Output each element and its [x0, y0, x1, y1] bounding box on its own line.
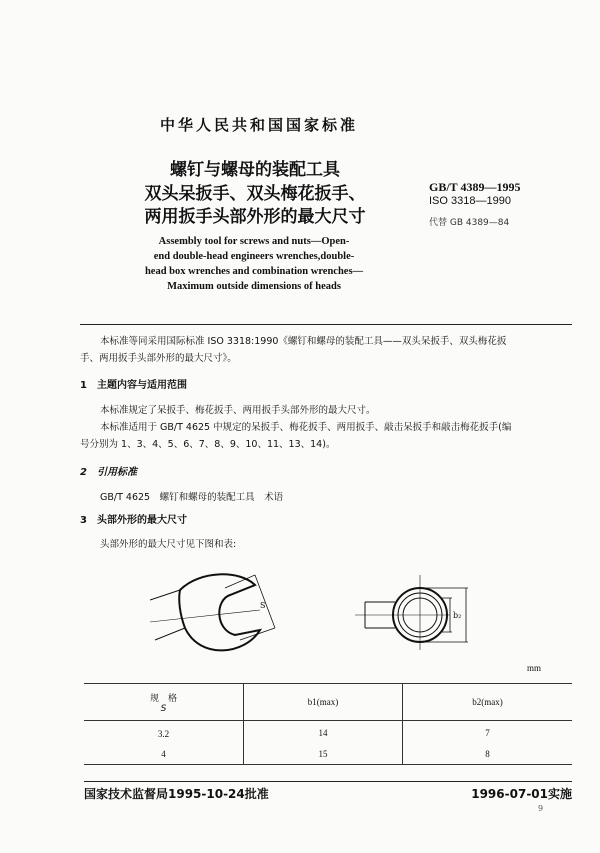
page-number: 9: [538, 804, 544, 813]
section-3-text: 头部外形的最大尺寸见下图和表:: [100, 539, 237, 550]
effective-date: 1996-07-01实施: [471, 787, 572, 801]
section-2-reference: GB/T 4625 螺钉和螺母的装配工具 术语: [100, 492, 284, 503]
intro-line-1: 本标准等同采用国际标准 ISO 3318:1990《螺钉和螺母的装配工具——双头呆扳手、双头梅花扳: [100, 336, 507, 347]
box-wrench-drawing: [355, 575, 468, 650]
section-3-title: 3 头部外形的最大尺寸: [80, 515, 187, 526]
title-line-2: 双头呆扳手、双头梅花扳手、: [144, 184, 366, 204]
cell-s: 3.2: [157, 729, 170, 739]
cell-b2: 8: [403, 744, 573, 765]
english-title-4: Maximum outside dimensions of heads: [167, 281, 341, 292]
open-end-wrench-drawing: [150, 574, 275, 650]
header-b2max: b2(max): [403, 684, 573, 721]
english-title-1: Assembly tool for screws and nuts—Open-: [158, 236, 350, 247]
title-line-3: 两用扳手头部外形的最大尺寸: [144, 207, 366, 227]
gb-code: GB/T 4389—1995: [429, 180, 521, 194]
label-b2: b₂: [453, 611, 462, 620]
section-1-p2-line1: 本标准适用于 GB/T 4625 中规定的呆扳手、梅花扳手、两用扳手、敲击呆扳手和敲击梅花扳手(编: [100, 422, 512, 433]
table-row: [84, 744, 572, 765]
cell-b1: 14: [244, 721, 403, 745]
english-title-3: head box wrenches and combination wrenches—: [144, 266, 364, 277]
wrench-figure: [150, 560, 470, 670]
section-1-p2-line2: 号分别为 1、3、4、5、6、7、8、9、10、11、13、14)。: [80, 439, 336, 450]
table-row: [84, 721, 572, 745]
approval-date: 国家技术监督局1995-10-24批准: [84, 787, 269, 801]
title-line-1: 螺钉与螺母的装配工具: [170, 160, 340, 180]
header-spec-label: 规 格: [149, 693, 177, 704]
section-1-p1: 本标准规定了呆扳手、梅花扳手、两用扳手头部外形的最大尺寸。: [100, 405, 376, 416]
english-title-2: end double-head engineers wrenches,double-: [153, 251, 355, 262]
dimensions-table: [84, 683, 572, 765]
cell-b1: 15: [244, 744, 403, 765]
iso-code: ISO 3318—1990: [429, 195, 511, 207]
table-header-row: [84, 684, 572, 721]
header-rule: [80, 324, 572, 325]
section-1-title: 1 主题内容与适用范围: [80, 380, 187, 391]
unit-label: mm: [527, 663, 542, 673]
cell-b2: 7: [403, 721, 573, 745]
header-spec: [84, 684, 244, 721]
replaces-code: 代替 GB 4389—84: [429, 218, 510, 228]
header-b1max: b1(max): [244, 684, 403, 721]
footer-rule: [84, 781, 572, 782]
header-s-symbol: S: [160, 703, 167, 714]
standard-name: 中华人民共和国国家标准: [160, 116, 359, 134]
cell-s: 4: [161, 749, 166, 759]
intro-line-2: 手、两用扳手头部外形的最大尺寸》。: [80, 353, 237, 364]
label-s: S: [260, 601, 266, 610]
section-2-title: 2 引用标准: [80, 467, 137, 478]
